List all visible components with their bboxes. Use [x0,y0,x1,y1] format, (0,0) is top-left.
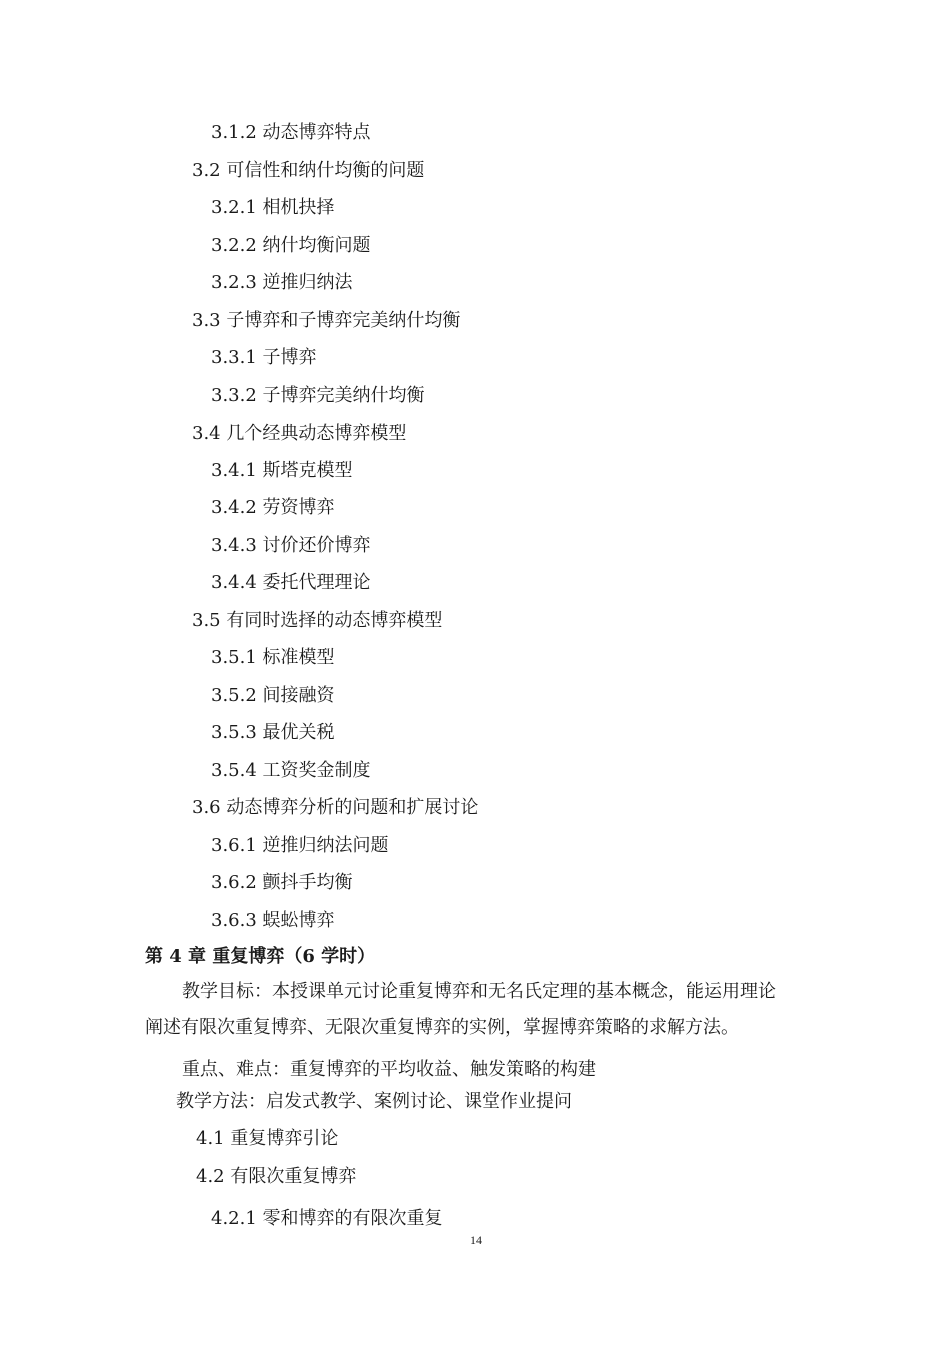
page-number: 14 [470,1233,482,1247]
toc-item-3-3-2: 3.3.2 子博弈完美纳什均衡 [211,385,425,406]
toc-item-3-4: 3.4 几个经典动态博弈模型 [192,423,407,444]
teaching-objective-line1: 教学目标：本授课单元讨论重复博弈和无名氏定理的基本概念，能运用理论 [182,981,776,1002]
toc-item-4-2: 4.2 有限次重复博弈 [196,1166,357,1187]
toc-item-3-2-3: 3.2.3 逆推归纳法 [211,272,353,293]
toc-item-3-5-3: 3.5.3 最优关税 [211,722,335,743]
toc-item-4-1: 4.1 重复博弈引论 [196,1128,339,1149]
toc-item-4-2-1: 4.2.1 零和博弈的有限次重复 [211,1208,443,1229]
toc-item-3-4-4: 3.4.4 委托代理理论 [211,572,371,593]
toc-item-3-6-2: 3.6.2 颤抖手均衡 [211,872,353,893]
toc-item-3-3-1: 3.3.1 子博弈 [211,347,317,368]
toc-item-3-2: 3.2 可信性和纳什均衡的问题 [192,160,425,181]
teaching-objective-line2: 阐述有限次重复博弈、无限次重复博弈的实例，掌握博弈策略的求解方法。 [145,1017,739,1038]
toc-item-3-6: 3.6 动态博弈分析的问题和扩展讨论 [192,797,479,818]
toc-item-3-2-2: 3.2.2 纳什均衡问题 [211,235,371,256]
toc-item-3-5-1: 3.5.1 标准模型 [211,647,335,668]
toc-item-3-6-1: 3.6.1 逆推归纳法问题 [211,835,389,856]
toc-item-3-6-3: 3.6.3 蜈蚣博弈 [211,910,335,931]
toc-item-3-2-1: 3.2.1 相机抉择 [211,197,335,218]
key-points: 重点、难点：重复博弈的平均收益、触发策略的构建 [182,1059,596,1080]
teaching-methods: 教学方法：启发式教学、案例讨论、课堂作业提问 [176,1091,572,1112]
toc-item-3-5-2: 3.5.2 间接融资 [211,685,335,706]
toc-item-3-5-4: 3.5.4 工资奖金制度 [211,760,371,781]
toc-item-3-4-2: 3.4.2 劳资博弈 [211,497,335,518]
toc-item-3-4-1: 3.4.1 斯塔克模型 [211,460,353,481]
toc-item-3-1-2: 3.1.2 动态博弈特点 [211,122,371,143]
toc-item-3-4-3: 3.4.3 讨价还价博弈 [211,535,371,556]
chapter-heading: 第 4 章 重复博弈（6 学时） [145,946,376,967]
toc-item-3-3: 3.3 子博弈和子博弈完美纳什均衡 [192,310,461,331]
toc-item-3-5: 3.5 有同时选择的动态博弈模型 [192,610,443,631]
